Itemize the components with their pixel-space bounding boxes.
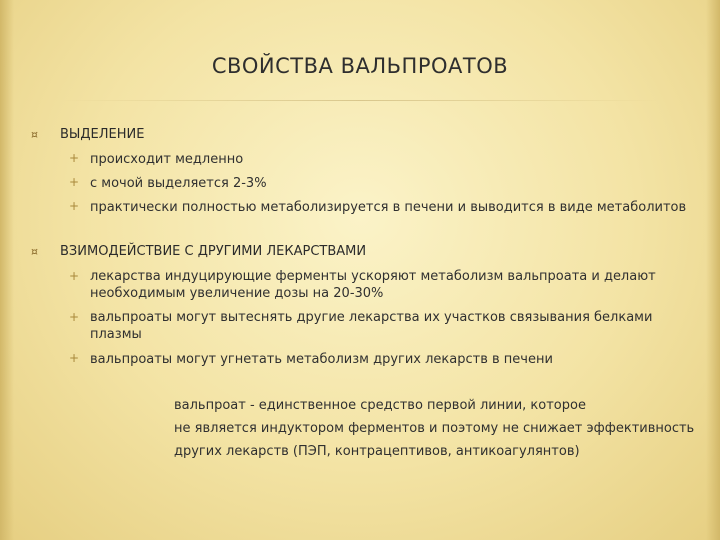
list-item: практически полностью метаболизируется в печени и выводится в виде метаболитов [90,200,687,215]
sub-bullet-icon: + [69,351,80,365]
slide-title: СВОЙСТВА ВАЛЬПРОАТОВ [211,54,509,78]
sub-bullet-icon: + [69,310,80,324]
right-edge-shading [706,0,720,540]
left-edge-shading [0,0,14,540]
list-item: вальпроаты могут вытеснять другие лекарства их участков связывания белками плазмы [90,310,653,342]
sub-bullet-icon: + [69,199,80,213]
note-line: вальпроат - единственное средство первой линии, которое [174,398,586,413]
sub-bullet-icon: + [69,151,80,165]
title-divider [60,100,660,101]
list-item: лекарства индуцирующие ферменты ускоряют метаболизм вальпроата и делают необходимым увеличение дозы на 20-30% [90,269,656,301]
list-item: вальпроаты могут угнетать метаболизм других лекарств в печени [90,352,553,367]
sub-bullet-icon: + [69,269,80,283]
note-line: других лекарств (ПЭП, контрацептивов, антикоагулянтов) [174,444,580,459]
section-heading-interactions: ВЗИМОДЕЙСТВИЕ С ДРУГИМИ ЛЕКАРСТВАМИ [60,244,367,259]
section-heading-excretion: ВЫДЕЛЕНИЕ [60,127,145,142]
main-bullet-icon: ¤ [31,245,38,258]
note-line: не является индуктором ферментов и поэтому не снижает эффективность [174,421,695,436]
list-item: происходит медленно [90,152,244,167]
list-item: с мочой выделяется 2-3% [90,176,267,191]
main-bullet-icon: ¤ [31,128,38,141]
sub-bullet-icon: + [69,175,80,189]
